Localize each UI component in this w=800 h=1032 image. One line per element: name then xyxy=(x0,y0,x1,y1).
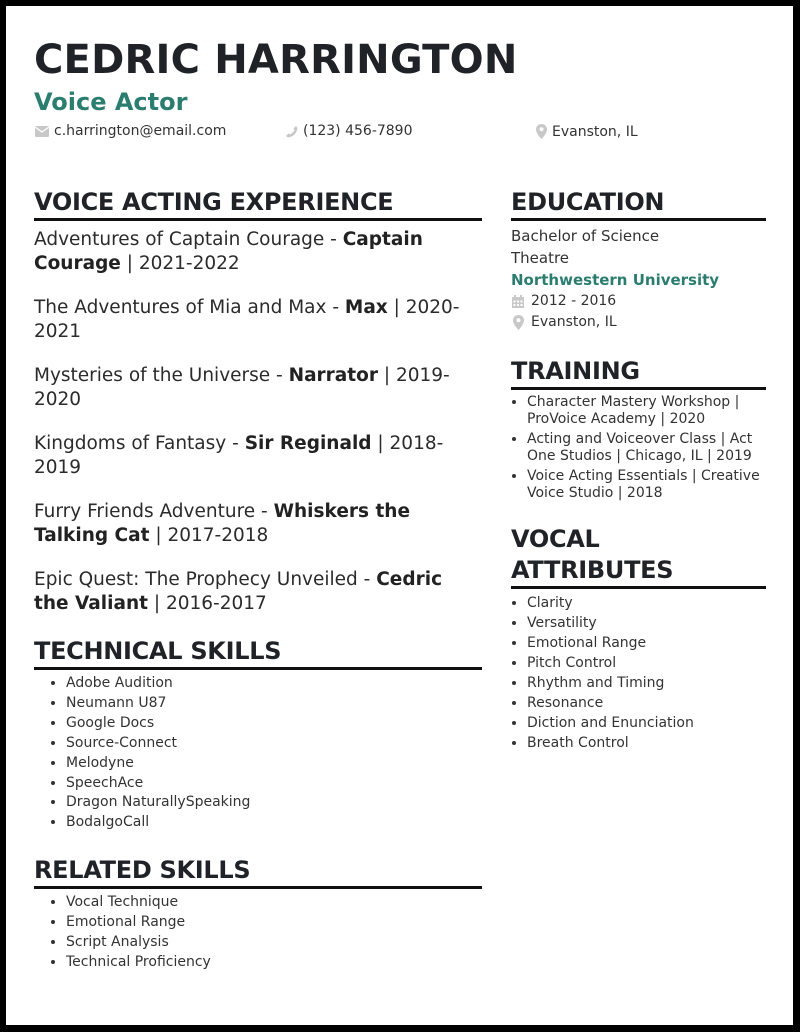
section-heading-education: EDUCATION xyxy=(511,187,766,221)
experience-item xyxy=(34,432,482,480)
list-item: • Vocal Technique xyxy=(66,893,482,913)
list-item: • Acting and Voiceover Class | Act One Studios | Chicago, IL | 2019 xyxy=(527,431,766,465)
contact-location xyxy=(536,124,638,139)
show-title: Adventures of Captain Courage - xyxy=(34,229,343,250)
location-text: Evanston, IL xyxy=(552,123,638,140)
vocal-attributes-list xyxy=(511,593,766,753)
related-skills-list xyxy=(34,893,482,973)
job-title: Voice Actor xyxy=(34,88,188,116)
education-section xyxy=(511,187,766,333)
list-item: • Character Mastery Workshop | ProVoice Academy | 2020 xyxy=(527,394,766,428)
experience-item xyxy=(34,500,482,548)
years: | 2021-2022 xyxy=(120,253,240,274)
resume-page xyxy=(6,6,793,1025)
role-name: Cedric the Valiant xyxy=(34,569,443,614)
school-name: Northwestern University xyxy=(511,271,720,289)
training-section xyxy=(511,356,766,502)
experience-item xyxy=(34,296,482,344)
experience-item xyxy=(34,568,482,616)
list-item: • Technical Proficiency xyxy=(66,953,482,973)
list-item: • Resonance xyxy=(527,693,766,713)
list-item: • Dragon NaturallySpeaking xyxy=(66,793,482,813)
years: | 2020-2021 xyxy=(34,297,460,342)
list-item: • Pitch Control xyxy=(527,653,766,673)
list-item: • Melodyne xyxy=(66,754,482,774)
technical-skills-list xyxy=(34,674,482,833)
map-pin-icon xyxy=(536,124,547,139)
vocal-attributes-section xyxy=(511,524,766,753)
experience-section xyxy=(34,187,482,616)
left-column xyxy=(34,187,482,973)
show-title: Furry Friends Adventure - xyxy=(34,501,274,522)
training-list xyxy=(511,394,766,502)
list-item: • Source-Connect xyxy=(66,734,482,754)
list-item: • Script Analysis xyxy=(66,933,482,953)
list-item: • BodalgoCall xyxy=(66,813,482,833)
role-name: Sir Reginald xyxy=(244,433,372,454)
education-dates xyxy=(511,291,766,312)
list-item: • Versatility xyxy=(527,613,766,633)
field-of-study: Theatre xyxy=(511,249,570,267)
list-item: • Diction and Enunciation xyxy=(527,713,766,733)
role-name: Max xyxy=(344,297,388,318)
show-title: Epic Quest: The Prophecy Unveiled - xyxy=(34,569,377,590)
years: | 2017-2018 xyxy=(149,525,269,546)
contact-email xyxy=(35,124,226,138)
list-item: • Rhythm and Timing xyxy=(527,673,766,693)
show-title: Mysteries of the Universe - xyxy=(34,365,289,386)
list-item: • Adobe Audition xyxy=(66,674,482,694)
show-title: The Adventures of Mia and Max - xyxy=(34,297,345,318)
degree: Bachelor of Science xyxy=(511,227,660,245)
contact-phone xyxy=(285,124,413,138)
years: | 2019-2020 xyxy=(34,365,450,410)
location-text: Evanston, IL xyxy=(531,314,617,330)
years: | 2016-2017 xyxy=(147,593,267,614)
section-heading-related-skills: RELATED SKILLS xyxy=(34,855,482,889)
show-title: Kingdoms of Fantasy - xyxy=(34,433,245,454)
list-item: • SpeechAce xyxy=(66,774,482,794)
phone-text: (123) 456-7890 xyxy=(303,123,413,139)
experience-item xyxy=(34,228,482,276)
calendar-icon xyxy=(511,295,525,308)
experience-item xyxy=(34,364,482,412)
right-column xyxy=(511,187,766,753)
related-skills-section xyxy=(34,855,482,973)
list-item: • Emotional Range xyxy=(66,913,482,933)
list-item: • Google Docs xyxy=(66,714,482,734)
section-heading-technical-skills: TECHNICAL SKILLS xyxy=(34,636,482,670)
education-location xyxy=(511,312,766,333)
list-item: • Voice Acting Essentials | Creative Voice Studio | 2018 xyxy=(527,468,766,502)
list-item: • Neumann U87 xyxy=(66,694,482,714)
section-heading-vocal-attributes: VOCAL ATTRIBUTES xyxy=(511,524,766,589)
list-item: • Emotional Range xyxy=(527,633,766,653)
email-text: c.harrington@email.com xyxy=(54,123,227,139)
envelope-icon xyxy=(35,126,49,137)
map-pin-icon xyxy=(511,315,525,330)
list-item: • Clarity xyxy=(527,593,766,613)
role-name: Captain Courage xyxy=(34,229,423,274)
role-name: Narrator xyxy=(288,365,378,386)
years: | 2018-2019 xyxy=(34,433,444,478)
technical-skills-section xyxy=(34,636,482,833)
role-name: Whiskers the Talking Cat xyxy=(34,501,411,546)
section-heading-training: TRAINING xyxy=(511,356,766,390)
section-heading-experience: VOICE ACTING EXPERIENCE xyxy=(34,187,482,221)
candidate-name: CEDRIC HARRINGTON xyxy=(34,37,518,83)
dates-text: 2012 - 2016 xyxy=(531,293,617,309)
phone-icon xyxy=(285,125,298,138)
list-item: • Breath Control xyxy=(527,733,766,753)
